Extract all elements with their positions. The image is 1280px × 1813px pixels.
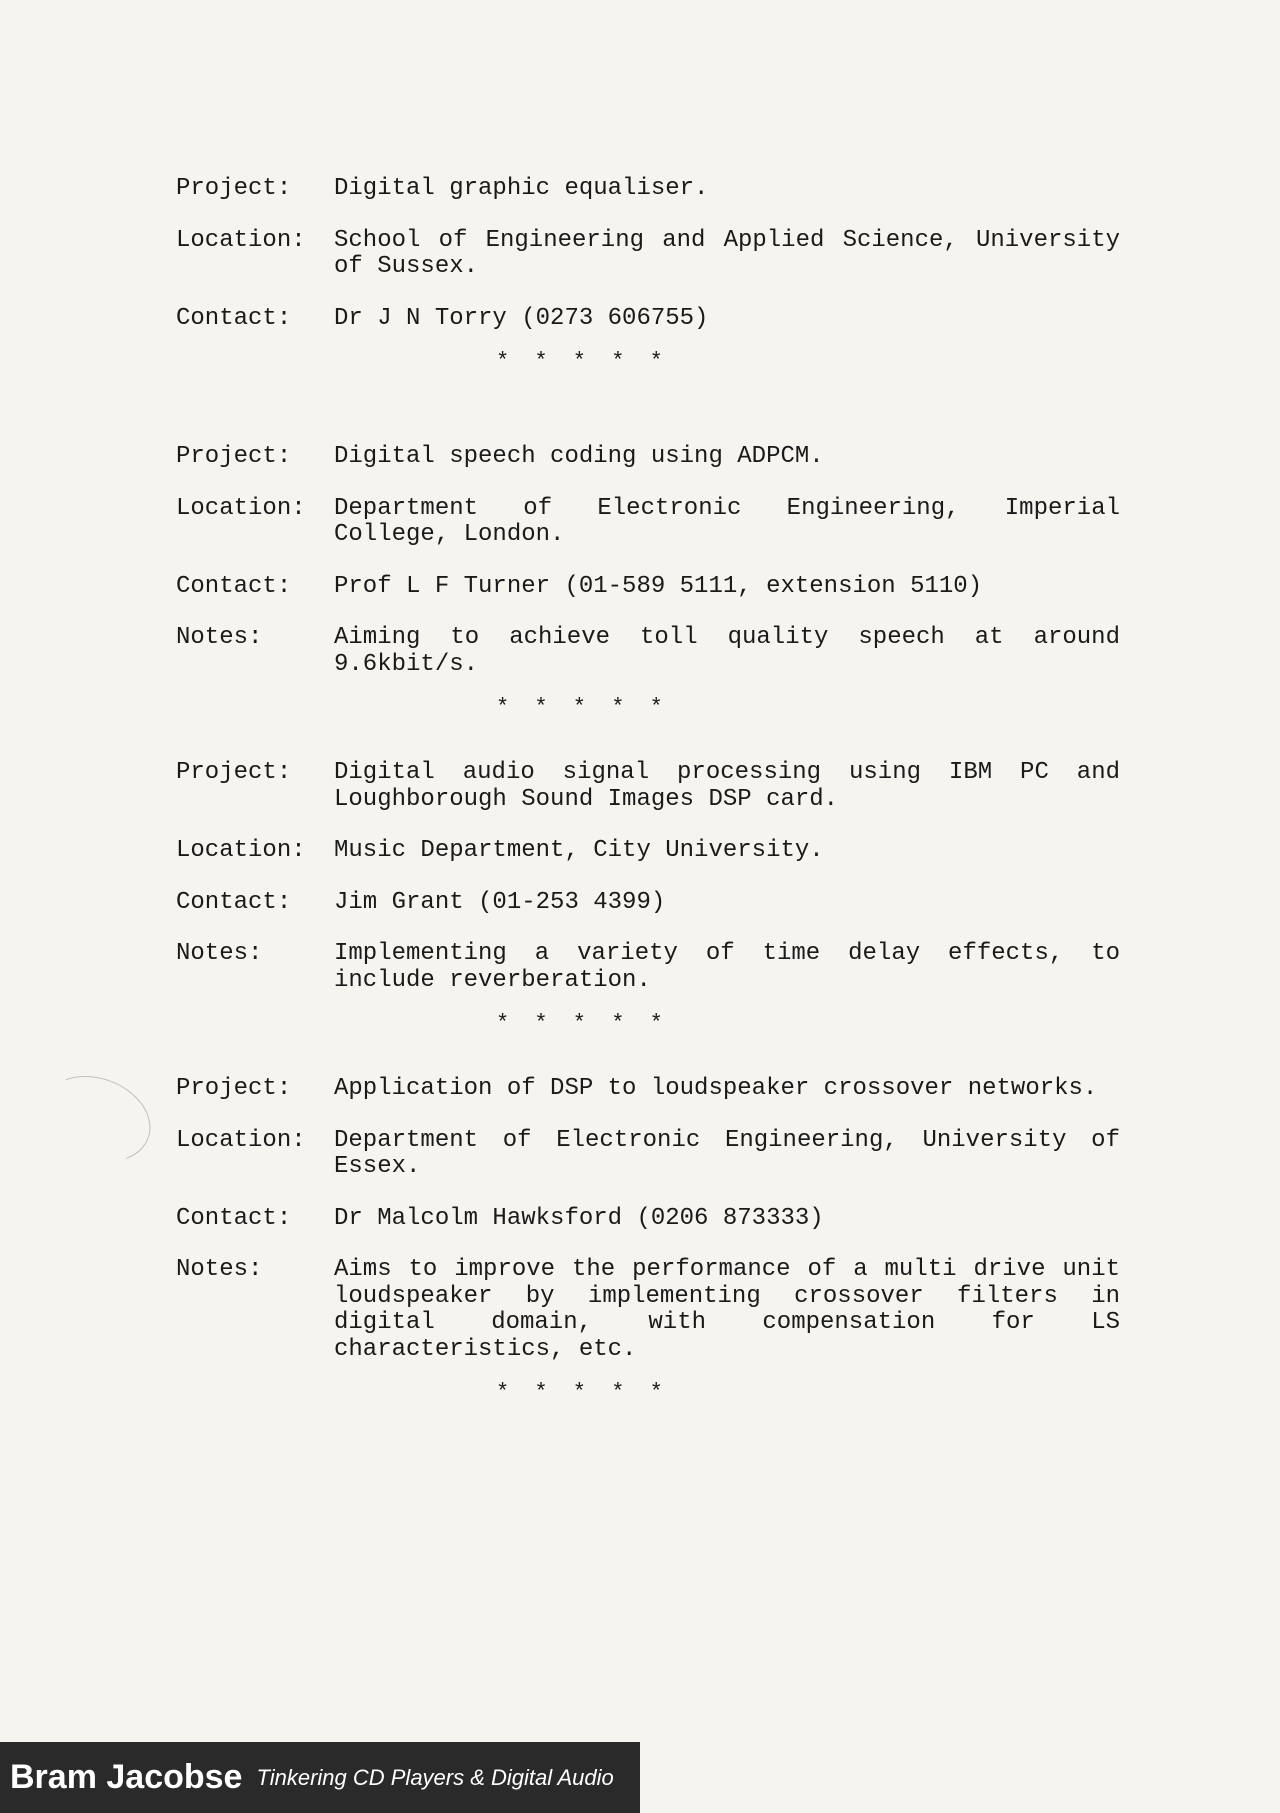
notes-label: Notes: — [176, 1256, 263, 1283]
notes-value: Aims to improve the performance of a multi drive unit loudspeaker by implementing crossover filters in digital domain, with compensation for LS characteristics, etc. — [334, 1256, 1120, 1363]
contact-value: Jim Grant (01-253 4399) — [334, 888, 666, 916]
watermark-banner — [0, 1742, 640, 1813]
project-row — [176, 1076, 1120, 1103]
location-label: Location: — [176, 226, 306, 254]
contact-value: Prof L F Turner (01-589 5111, extension 5110) — [334, 572, 983, 600]
project-value: Digital audio signal processing using IBM PC and Loughborough Sound Images DSP card. — [334, 759, 1120, 813]
notes-value: Implementing a variety of time delay effects, to include reverberation. — [334, 940, 1120, 994]
location-label: Location: — [176, 837, 306, 864]
contact-row — [176, 1206, 1120, 1233]
pencil-mark — [29, 1061, 162, 1176]
location-value: School of Engineering and Applied Science, University of Sussex. — [334, 226, 1120, 280]
location-label: Location: — [176, 1126, 306, 1154]
project-row — [176, 176, 1120, 203]
contact-row — [176, 306, 1120, 333]
project-value: Digital graphic equaliser. — [334, 175, 709, 202]
notes-row — [176, 941, 1120, 994]
location-value: Department of Electronic Engineering, Imperial College, London. — [334, 494, 1120, 548]
contact-label: Contact: — [176, 1204, 292, 1232]
contact-value: Dr Malcolm Hawksford (0206 873333) — [334, 1204, 824, 1232]
notes-value: Aiming to achieve toll quality speech at around 9.6kbit/s. — [334, 624, 1120, 678]
project-label: Project: — [176, 175, 292, 202]
separator: * * * * * — [496, 349, 669, 374]
project-list — [176, 176, 1120, 1405]
contact-row — [176, 574, 1120, 601]
notes-label: Notes: — [176, 624, 263, 651]
location-value: Department of Electronic Engineering, University of Essex. — [334, 1126, 1120, 1180]
contact-label: Contact: — [176, 888, 292, 916]
contact-label: Contact: — [176, 572, 292, 600]
location-row — [176, 838, 1120, 865]
contact-row — [176, 890, 1120, 917]
location-value: Music Department, City University. — [334, 837, 824, 864]
project-row — [176, 444, 1120, 471]
separator: * * * * * — [496, 1011, 669, 1036]
project-label: Project: — [176, 759, 292, 786]
project-value: Application of DSP to loudspeaker crossover networks. — [334, 1075, 1098, 1102]
contact-value: Dr J N Torry (0273 606755) — [334, 304, 709, 332]
project-label: Project: — [176, 1075, 292, 1102]
notes-label: Notes: — [176, 940, 263, 967]
contact-label: Contact: — [176, 304, 292, 332]
project-label: Project: — [176, 443, 292, 470]
notes-row — [176, 625, 1120, 678]
notes-row — [176, 1257, 1120, 1363]
separator: * * * * * — [496, 695, 669, 720]
separator: * * * * * — [496, 1380, 669, 1405]
project-entry — [176, 1076, 1120, 1405]
location-row — [176, 496, 1120, 549]
project-entry — [176, 760, 1120, 1036]
project-entry — [176, 176, 1120, 374]
location-row — [176, 228, 1120, 281]
watermark-name: Bram Jacobse — [10, 1758, 243, 1796]
project-row — [176, 760, 1120, 813]
location-row — [176, 1128, 1120, 1181]
watermark-tagline: Tinkering CD Players & Digital Audio — [256, 1764, 614, 1790]
location-label: Location: — [176, 494, 306, 522]
project-value: Digital speech coding using ADPCM. — [334, 443, 824, 470]
project-entry — [176, 444, 1120, 720]
